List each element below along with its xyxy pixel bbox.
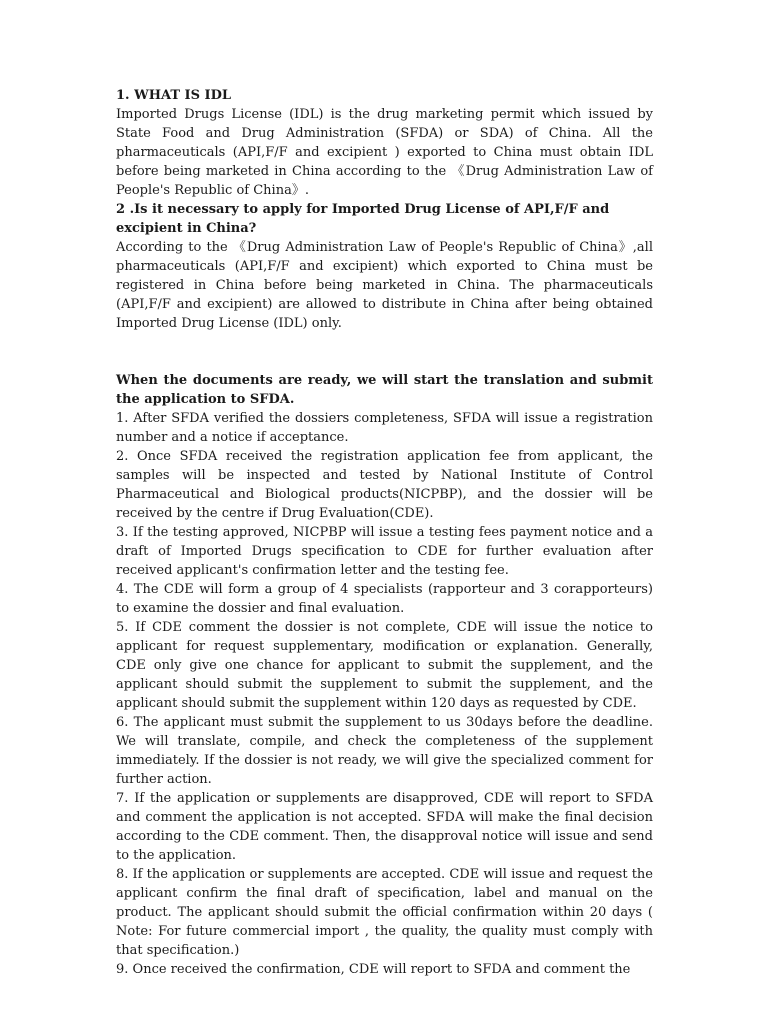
document-page (116, 86, 653, 979)
section-heading-necessity: 2 .Is it necessary to apply for Imported Drug License of API,F/F and excipient in China? (116, 202, 610, 236)
process-step-1: 1. After SFDA verified the dossiers completeness, SFDA will issue a registration number and a notice if acceptance. (116, 411, 653, 445)
process-step-8: 8. If the application or supplements are accepted. CDE will issue and request the applicant confirm the final draft of specification, label and manual on the product. The applicant should submit the official confirmation within 20 days ( Note: For future commercial import , the quality, the quality must comply with that specification.) (116, 867, 653, 958)
process-step-7: 7. If the application or supplements are disapproved, CDE will report to SFDA and comment the application is not accepted. SFDA will make the final decision according to the CDE comment. Then, the disapproval notice will issue and send to the application. (116, 791, 653, 863)
section-paragraph-necessity: According to the 《Drug Administration Law of People's Republic of China》,all pharmaceuticals (API,F/F and excipient) which exported to China must be registered in China before being marketed in China. The pharmaceuticals (API,F/F and excipient) are allowed to distribute in China after being obtained Imported Drug License (IDL) only. (116, 240, 653, 331)
process-step-6: 6. The applicant must submit the supplement to us 30days before the deadline. We will translate, compile, and check the completeness of the supplement immediately. If the dossier is not ready, we will give the specialized comment for further action. (116, 715, 653, 787)
process-step-5: 5. If CDE comment the dossier is not complete, CDE will issue the notice to applicant for request supplementary, modification or explanation. Generally, CDE only give one chance for applicant to submit the supplement, and the applicant should submit the supplement to submit the supplement, and the applicant should submit the supplement within 120 days as requested by CDE. (116, 620, 653, 711)
section-heading-what-is-idl: 1. WHAT IS IDL (116, 88, 232, 103)
blank-space (116, 333, 653, 371)
section-paragraph-what-is-idl: Imported Drugs License (IDL) is the drug marketing permit which issued by State Food and Drug Administration (SFDA) or SDA) of China. All the pharmaceuticals (API,F/F and excipient ) exported to China must obtain IDL before being marketed in China according to the 《Drug Administration Law of People's Republic of China》. (116, 107, 653, 198)
process-step-4: 4. The CDE will form a group of 4 specialists (rapporteur and 3 corapporteurs) to examine the dossier and final evaluation. (116, 582, 653, 616)
process-step-2: 2. Once SFDA received the registration application fee from applicant, the samples will be inspected and tested by National Institute of Control Pharmaceutical and Biological products(NICPBP), and the dossier will be received by the centre if Drug Evaluation(CDE). (116, 449, 653, 521)
process-step-9: 9. Once received the confirmation, CDE will report to SFDA and comment the (116, 962, 631, 977)
process-heading: When the documents are ready, we will start the translation and submit the application to SFDA. (116, 373, 653, 407)
process-step-3: 3. If the testing approved, NICPBP will issue a testing fees payment notice and a draft of Imported Drugs specification to CDE for further evaluation after received applicant's confirmation letter and the testing fee. (116, 525, 653, 578)
